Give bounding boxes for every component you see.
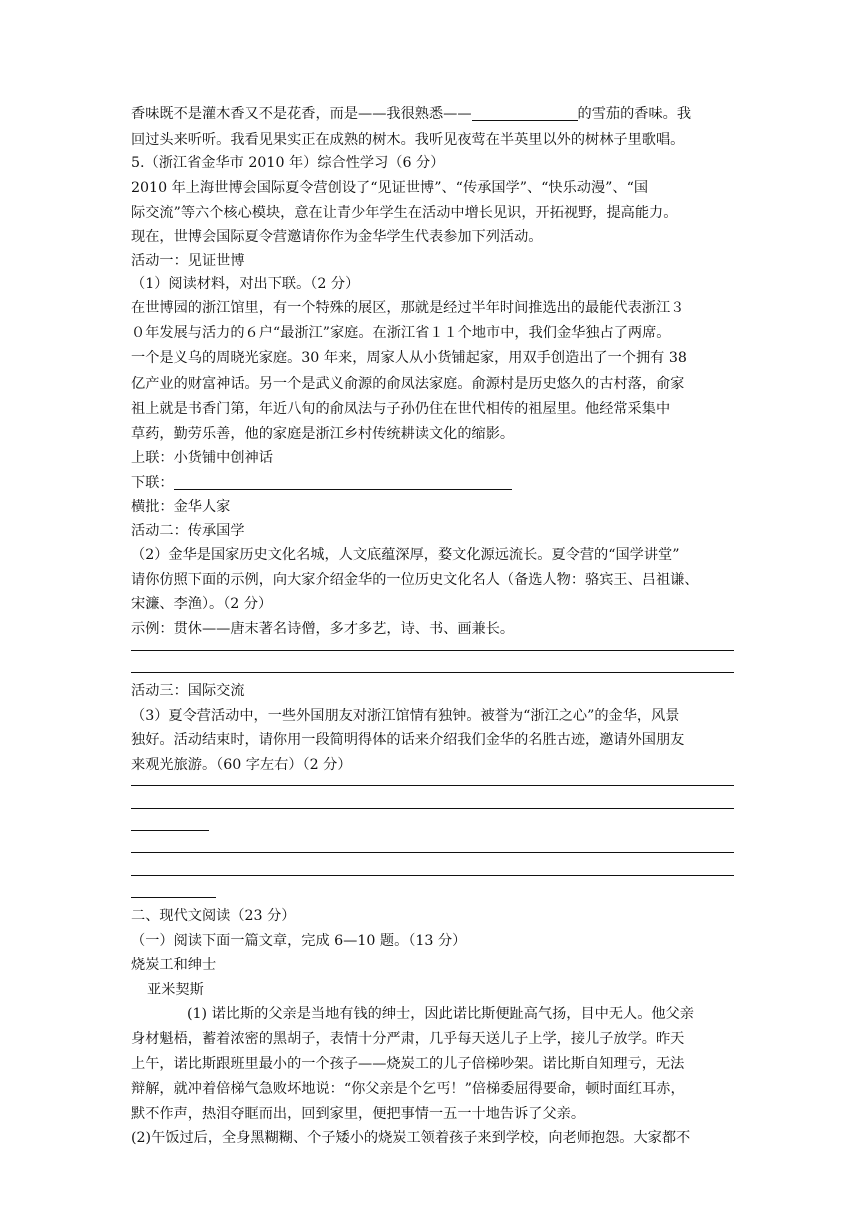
story-paragraph-line: (2)午饭过后，全身黑糊糊、个子矮小的烧炭工领着孩子来到学校，向老师抱怨。大家都不 xyxy=(131,1130,691,1146)
passage-line: 回过头来听听。我看见果实正在成熟的树木。我听见夜莺在半英里以外的树林子里歌唱。 xyxy=(131,132,685,148)
answer-line-short[interactable] xyxy=(131,897,216,898)
activity-title: 活动一：见证世博 xyxy=(131,253,245,269)
couplet-answer-blank[interactable] xyxy=(174,489,512,490)
answer-line[interactable] xyxy=(131,808,734,809)
material-text: 在世博园的浙江馆里，有一个特殊的展区，那就是经过半年时间推选出的最能代表浙江３ xyxy=(131,300,685,316)
material-text: 亿产业的财富神话。另一个是武义俞源的俞凤法家庭。俞源村是历史悠久的古村落，俞家 xyxy=(131,376,685,392)
sub-question: （3）夏令营活动中，一些外国朋友对浙江馆情有独钟。被誉为“浙江之心”的金华，风景 xyxy=(131,708,680,724)
sub-question: 来观光旅游。（60 字左右）（2 分） xyxy=(131,757,352,773)
answer-line-short[interactable] xyxy=(131,830,209,831)
section-title: 二、现代文阅读（23 分） xyxy=(131,908,296,924)
passage-text: 的雪茄的香味。我 xyxy=(577,106,692,122)
activity-title: 活动三：国际交流 xyxy=(131,683,245,699)
couplet-lower xyxy=(131,476,512,490)
answer-line[interactable] xyxy=(131,650,734,651)
question-text: 际交流”等六个核心模块，意在让青少年学生在活动中增长见识，开拓视野，提高能力。 xyxy=(131,205,678,221)
story-paragraph-line: 默不作声，热泪夺眶而出，回到家里，便把事情一五一十地告诉了父亲。 xyxy=(131,1106,586,1122)
answer-line[interactable] xyxy=(131,672,734,673)
example-text: 示例：贯休——唐末著名诗僧，多才多艺，诗、书、画兼长。 xyxy=(131,621,515,637)
question-title: 5.（浙江省金华市 2010 年）综合性学习（6 分） xyxy=(131,155,445,171)
material-text: ０年发展与活力的６户“最浙江”家庭。在浙江省１１个地市中，我们金华独占了两席。 xyxy=(131,325,671,341)
section-subtitle: （一）阅读下面一篇文章，完成 6—10 题。（13 分） xyxy=(131,933,467,949)
sub-question: 请你仿照下面的示例，向大家介绍金华的一位历史文化名人（备选人物：骆宾王、吕祖谦、 xyxy=(131,572,699,588)
couplet-lower-label: 下联： xyxy=(131,475,174,491)
story-paragraph-line: 辩解，就冲着倍梯气急败坏地说：“你父亲是个乞丐！”倍梯委屈得要命，顿时面红耳赤， xyxy=(131,1081,685,1097)
passage-text: 香味既不是灌木香又不是花香，而是——我很熟悉—— xyxy=(131,106,472,122)
story-title: 烧炭工和绅士 xyxy=(131,957,217,973)
passage-line xyxy=(131,107,691,121)
material-text: 草药，勤劳乐善，他的家庭是浙江乡村传统耕读文化的缩影。 xyxy=(131,426,515,442)
answer-line[interactable] xyxy=(131,875,734,876)
story-paragraph-line: 上午，诺比斯跟班里最小的一个孩子——烧炭工的儿子倍梯吵架。诺比斯自知理亏，无法 xyxy=(131,1056,685,1072)
couplet-upper: 上联：小货铺中创神话 xyxy=(131,450,273,466)
story-paragraph-line: 身材魁梧，蓄着浓密的黑胡子，表情十分严肃，几乎每天送儿子上学，接儿子放学。昨天 xyxy=(131,1031,685,1047)
sub-question: （1）阅读材料，对出下联。（2 分） xyxy=(131,276,360,292)
answer-line[interactable] xyxy=(131,852,734,853)
sub-question: （2）金华是国家历史文化名城，人文底蕴深厚，婺文化源远流长。夏令营的“国学讲堂” xyxy=(131,547,680,563)
story-author: 亚米契斯 xyxy=(147,982,204,998)
material-text: 一个是义乌的周晓光家庭。30 年来，周家人从小货铺起家，用双手创造出了一个拥有 38 xyxy=(131,350,687,366)
activity-title: 活动二：传承国学 xyxy=(131,523,245,539)
question-text: 现在，世博会国际夏令营邀请你作为金华学生代表参加下列活动。 xyxy=(131,229,543,245)
material-text: 祖上就是书香门第，年近八旬的俞凤法与子孙仍住在世代相传的祖屋里。他经常采集中 xyxy=(131,401,671,417)
question-text: 2010 年上海世博会国际夏令营创设了“见证世博”、“传承国学”、“快乐动漫”、“国 xyxy=(131,180,649,196)
answer-line[interactable] xyxy=(131,785,734,786)
couplet-horizontal: 横批：金华人家 xyxy=(131,499,231,515)
sub-question: 独好。活动结束时，请你用一段简明得体的话来介绍我们金华的名胜古迹，邀请外国朋友 xyxy=(131,732,685,748)
story-paragraph-line: (1) 诺比斯的父亲是当地有钱的绅士，因此诺比斯便趾高气扬，目中无人。他父亲 xyxy=(187,1006,694,1022)
sub-question: 宋濂、李渔）。（2 分） xyxy=(131,596,273,612)
answer-blank[interactable] xyxy=(472,120,578,121)
